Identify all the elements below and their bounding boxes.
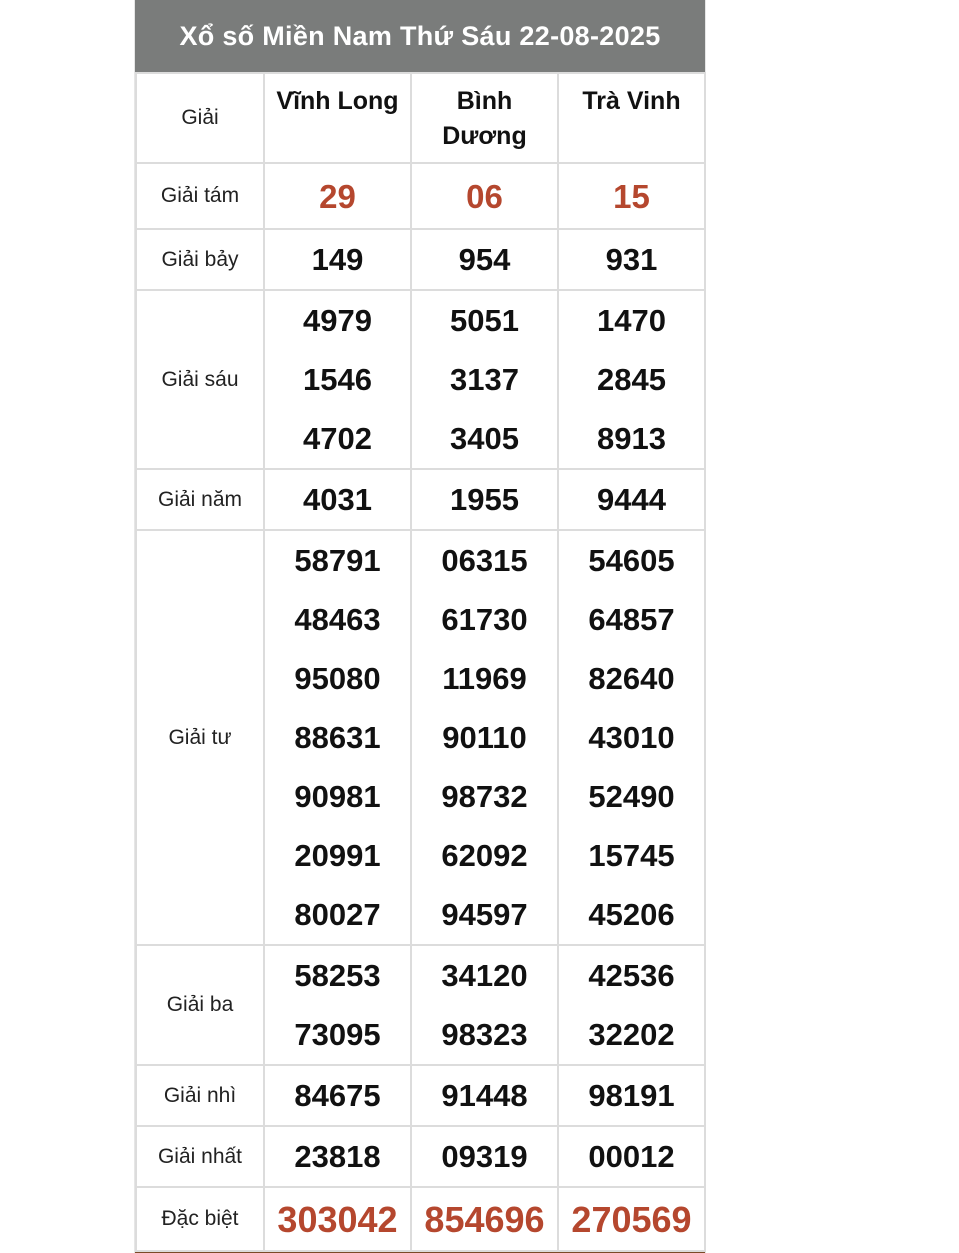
province-header-row xyxy=(136,73,705,163)
prize-column-header: Giải xyxy=(136,73,264,163)
prize-label: Giải sáu xyxy=(136,290,264,469)
result-cell-vinh-long xyxy=(264,530,411,945)
prize-row-giai-tam xyxy=(136,163,705,229)
result-number: 80027 xyxy=(294,897,381,932)
prize-label: Giải tám xyxy=(136,163,264,229)
results-table xyxy=(135,72,706,1252)
result-number: 4031 xyxy=(264,469,411,530)
result-cell-binh-duong xyxy=(411,290,558,469)
prize-label: Giải ba xyxy=(136,945,264,1065)
special-prize-number: 854696 xyxy=(411,1187,558,1251)
results-title: Xổ số Miền Nam Thứ Sáu 22-08-2025 xyxy=(135,0,705,72)
result-number: 15 xyxy=(558,163,705,229)
result-cell-tra-vinh xyxy=(558,530,705,945)
result-cell-binh-duong xyxy=(411,530,558,945)
result-number: 931 xyxy=(558,229,705,290)
result-number: 11969 xyxy=(442,661,527,696)
special-prize-number: 270569 xyxy=(558,1187,705,1251)
result-number: 54605 xyxy=(588,543,675,578)
result-number: 09319 xyxy=(411,1126,558,1187)
result-number: 48463 xyxy=(294,602,381,637)
result-number: 91448 xyxy=(411,1065,558,1126)
province-tra-vinh-header[interactable]: Trà Vinh xyxy=(558,73,705,163)
result-cell-binh-duong xyxy=(411,945,558,1065)
prize-row-giai-bay xyxy=(136,229,705,290)
result-number: 00012 xyxy=(558,1126,705,1187)
result-number: 43010 xyxy=(588,720,675,755)
result-number: 4702 xyxy=(303,421,372,456)
prize-label: Giải bảy xyxy=(136,229,264,290)
result-number: 2845 xyxy=(597,362,666,397)
result-number: 5051 xyxy=(450,303,519,338)
prize-label: Giải năm xyxy=(136,469,264,530)
result-number: 3137 xyxy=(450,362,519,397)
result-cell-vinh-long xyxy=(264,945,411,1065)
result-number: 58253 xyxy=(294,958,381,993)
prize-row-dac-biet xyxy=(136,1187,705,1251)
result-number: 95080 xyxy=(294,661,381,696)
result-number: 9444 xyxy=(558,469,705,530)
result-number: 88631 xyxy=(294,720,381,755)
result-number: 42536 xyxy=(588,958,675,993)
result-number: 52490 xyxy=(588,779,675,814)
prize-label: Giải nhất xyxy=(136,1126,264,1187)
province-binh-duong-header[interactable]: Bình Dương xyxy=(411,73,558,163)
result-number: 954 xyxy=(411,229,558,290)
result-number: 73095 xyxy=(294,1017,381,1052)
prize-row-giai-ba xyxy=(136,945,705,1065)
result-number: 149 xyxy=(264,229,411,290)
result-number: 1955 xyxy=(411,469,558,530)
result-number: 82640 xyxy=(588,661,675,696)
prize-row-giai-nhi xyxy=(136,1065,705,1126)
result-number: 84675 xyxy=(264,1065,411,1126)
result-number: 90981 xyxy=(294,779,381,814)
result-cell-tra-vinh xyxy=(558,290,705,469)
result-number: 62092 xyxy=(441,838,528,873)
result-number: 45206 xyxy=(588,897,675,932)
prize-label: Đặc biệt xyxy=(136,1187,264,1251)
result-number: 4979 xyxy=(303,303,372,338)
prize-row-giai-tu xyxy=(136,530,705,945)
result-cell-tra-vinh xyxy=(558,945,705,1065)
result-number: 98323 xyxy=(441,1017,528,1052)
result-number: 94597 xyxy=(441,897,528,932)
prize-label: Giải tư xyxy=(136,530,264,945)
result-number: 1470 xyxy=(597,303,666,338)
result-number: 29 xyxy=(264,163,411,229)
prize-row-giai-nhat xyxy=(136,1126,705,1187)
result-number: 1546 xyxy=(303,362,372,397)
result-number: 3405 xyxy=(450,421,519,456)
result-number: 98191 xyxy=(558,1065,705,1126)
special-prize-number: 303042 xyxy=(264,1187,411,1251)
result-number: 98732 xyxy=(441,779,528,814)
result-number: 8913 xyxy=(597,421,666,456)
result-number: 64857 xyxy=(588,602,675,637)
result-number: 06315 xyxy=(441,543,528,578)
result-cell-vinh-long xyxy=(264,290,411,469)
lottery-results-panel xyxy=(135,0,705,1253)
result-number: 58791 xyxy=(294,543,381,578)
result-number: 90110 xyxy=(442,720,527,755)
result-number: 23818 xyxy=(264,1126,411,1187)
result-number: 15745 xyxy=(588,838,675,873)
result-number: 20991 xyxy=(294,838,381,873)
result-number: 34120 xyxy=(441,958,528,993)
result-number: 32202 xyxy=(588,1017,675,1052)
result-number: 61730 xyxy=(441,602,528,637)
prize-row-giai-nam xyxy=(136,469,705,530)
province-vinh-long-header[interactable]: Vĩnh Long xyxy=(264,73,411,163)
prize-row-giai-sau xyxy=(136,290,705,469)
prize-label: Giải nhì xyxy=(136,1065,264,1126)
result-number: 06 xyxy=(411,163,558,229)
